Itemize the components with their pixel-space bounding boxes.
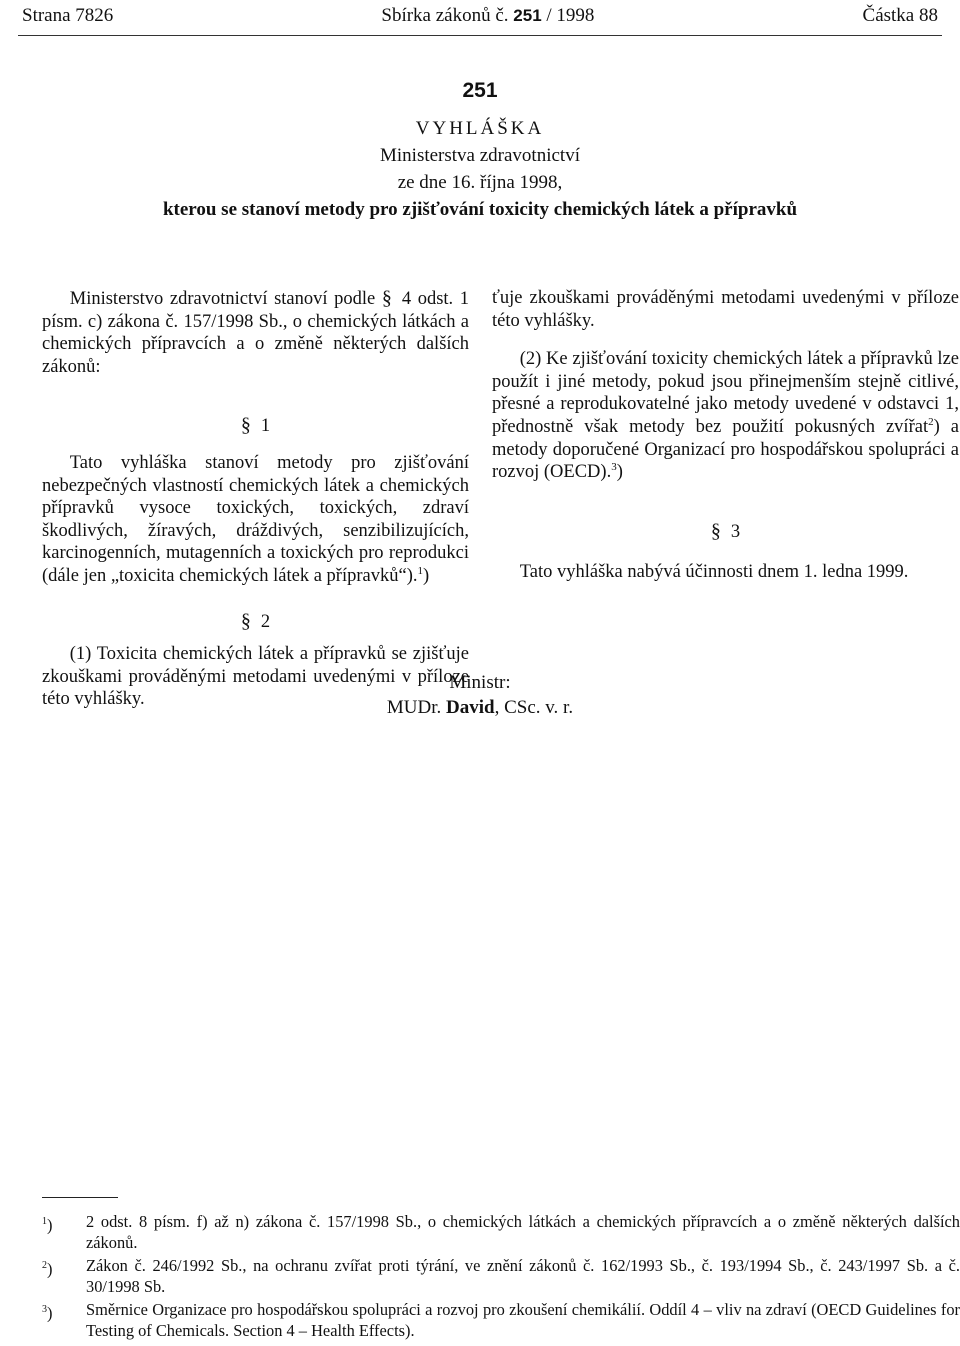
section-3-text: Tato vyhláška nabývá účinnosti dnem 1. ledna 1999.: [519, 562, 909, 583]
document-type: VYHLÁŠKA: [415, 118, 545, 139]
title-block: [0, 78, 960, 224]
issue-number: Částka 88: [862, 5, 938, 26]
signature-name: MUDr. David, CSc. v. r.: [386, 697, 574, 718]
signature-block: [0, 670, 960, 720]
footnote-mark: $^3$): [42, 1303, 53, 1323]
running-header: [22, 4, 938, 28]
document-number: 251: [462, 79, 498, 102]
section-1-heading: § 1: [240, 414, 271, 437]
section-2-heading: § 2: [240, 609, 271, 632]
footnote-mark: $^1$): [42, 1215, 53, 1235]
section-symbol: §: [240, 609, 251, 632]
footnote-ref[interactable]: 1: [417, 564, 423, 577]
section-2-paragraph-1: (1) Toxicita chemických látek a přípravků se zjišťuje zkouškami prováděnými metodami uvedenými v příloze této vyhlášky.: [42, 644, 469, 710]
footnote-text: 2 odst. 8 písm. f) až n) zákona č. 157/1998 Sb., o chemických látkách a chemických přípravcích a o změně některých dalších zákonů.: [86, 1212, 960, 1252]
footnote-text: Zákon č. 246/1992 Sb., na ochranu zvířat proti týrání, ve znění zákonů č. 162/1993 Sb., č. 193/1994 Sb., č. 243/1997 Sb. a č. 30/1998 Sb.: [86, 1256, 960, 1296]
right-column: [492, 287, 959, 584]
footnotes: [42, 1211, 960, 1343]
section-symbol: §: [381, 287, 392, 309]
footnote-ref[interactable]: 3: [611, 461, 617, 474]
document-title: kterou se stanoví metody pro zjišťování toxicity chemických látek a přípravků: [162, 199, 798, 220]
footnote-ref[interactable]: 2: [928, 415, 934, 428]
signature-role: Ministr:: [449, 672, 511, 693]
section-2-paragraph-2: (2) Ke zjišťování toxicity chemických látek a přípravků lze použít i jiné metody, pokud jsou přinejmenším stejně citlivé, přesné a reprodukovatelné jako metody uvedené v odstavci 1, přednostně však metody bez použití pokusných zvířat$^2$) a metody doporučené Organizací pro hospodářskou spolupráci a rozvoj (OECD).$^3$): [492, 349, 959, 483]
footnote-mark: $^2$): [42, 1259, 53, 1279]
page-number: Strana 7826: [22, 5, 114, 26]
footnote-text: Směrnice Organizace pro hospodářskou spolupráci a rozvoj pro zkoušení chemikálií. Oddíl 4 – vliv na zdraví (OECD Guidelines for Testing of Chemicals. Section 4 – Health Effects).: [86, 1300, 960, 1340]
header-divider: [18, 35, 942, 36]
section-1-text: Tato vyhláška stanoví metody pro zjišťování nebezpečných vlastností chemických látek a chemických přípravků vysoce toxických, toxických, zdraví škodlivých, žíravých, dráždivých, senzibilizujících, karcinogenních, mutagenních a toxických pro reprodukci (dále jen „toxicita chemických látek a přípravků“).$^1$): [42, 452, 469, 586]
document-issuer: Ministerstva zdravotnictví: [380, 145, 580, 166]
document-date: ze dne 16. října 1998,: [397, 172, 563, 193]
left-column: [42, 287, 470, 710]
section-symbol: §: [710, 519, 721, 542]
section-symbol: §: [240, 414, 251, 437]
preamble: Ministerstvo zdravotnictví stanoví podle § 4 odst. 1 písm. c) zákona č. 157/1998 Sb., o chemických látkách a chemických přípravcích a o změně některých dalších zákonů:: [42, 287, 470, 377]
collection-title: Sbírka zákonů č. 251 / 1998: [381, 5, 595, 26]
section-2-paragraph-1-continued: ťuje zkouškami prováděnými metodami uvedenými v příloze této vyhlášky.: [492, 288, 959, 331]
footnote: [42, 1211, 960, 1253]
footnote-divider: [42, 1197, 118, 1198]
section-3-heading: § 3: [710, 519, 741, 542]
legal-reference: 4 odst. 1 písm. c) zákona č. 157/1998 Sb.: [42, 289, 470, 332]
footnote: [42, 1299, 960, 1341]
collection-number: 251: [513, 6, 542, 25]
footnote: [42, 1255, 960, 1297]
